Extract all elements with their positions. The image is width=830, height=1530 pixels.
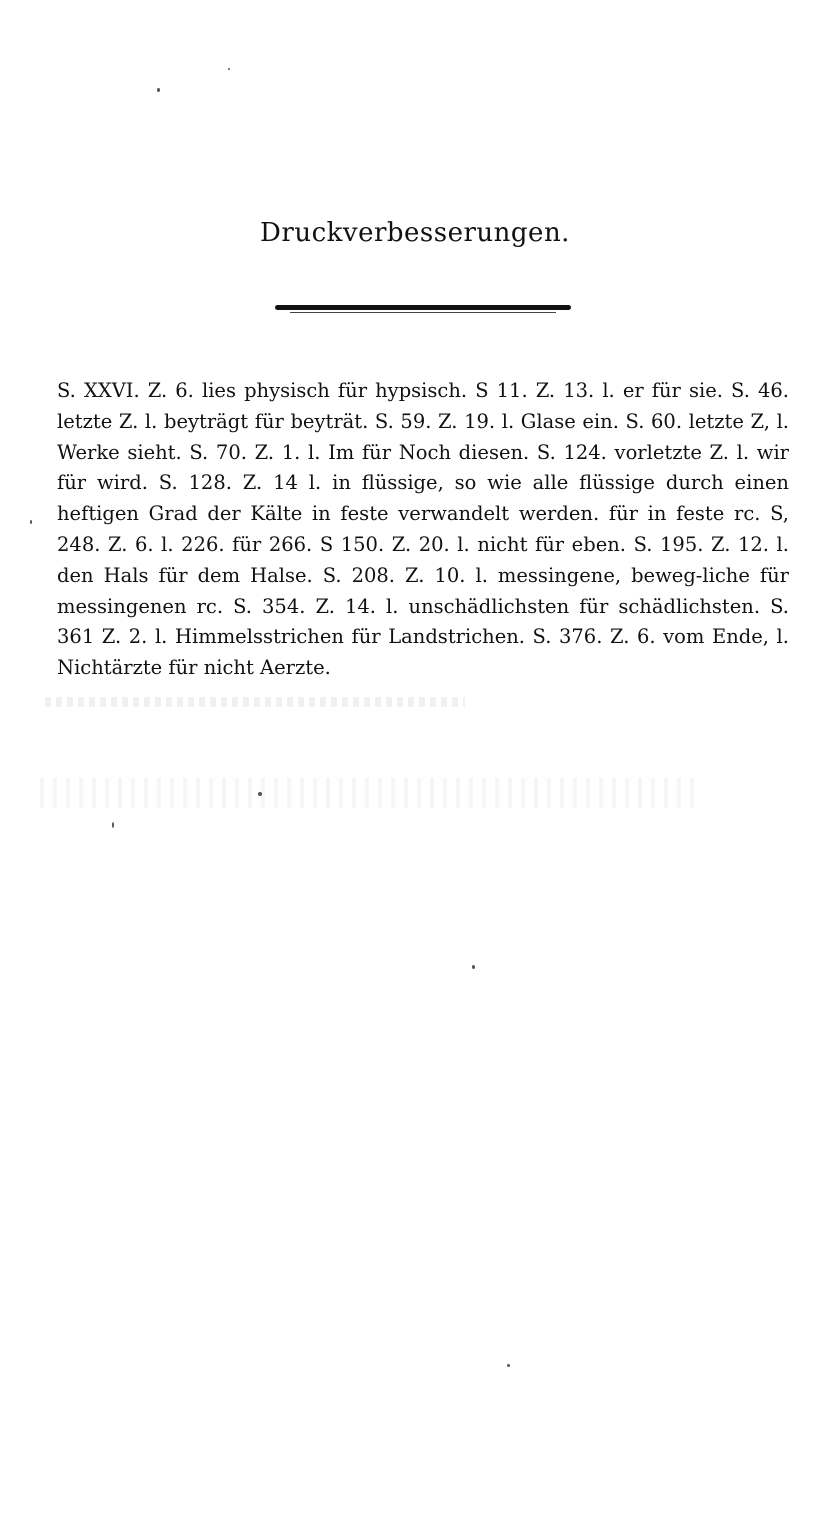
paper-speck <box>157 88 160 92</box>
paper-speck <box>258 792 262 796</box>
paper-speck <box>228 68 230 70</box>
bleed-through-mark <box>45 697 465 707</box>
paper-speck <box>472 965 475 969</box>
errata-paragraph: S. XXVI. Z. 6. lies physisch für hypsisch. S 11. Z. 13. l. er für sie. S. 46. letzte Z. l. beyträgt für beyträt. S. 59. Z. 19. l. Glase ein. S. 60. letzte Z, l. Werke sieht. S. 70. Z. 1. l. Im für Noch diesen. S. 124. vorletzte Z. l. wir für wird. S. 128. Z. 14 l. in flüssige, so wie alle flüssige durch einen heftigen Grad der Kälte in feste verwandelt werden. für in feste rc. S, 248. Z. 6. l. 226. für 266. S 150. Z. 20. l. nicht für eben. S. 195. Z. 12. l. den Hals für dem Halse. S. 208. Z. 10. l. messingene, beweg-liche für messingenen rc. S. 354. Z. 14. l. unschädlichsten für schädlichsten. S. 361 Z. 2. l. Himmelsstrichen für Landstrichen. S. 376. Z. 6. vom Ende, l. Nichtärzte für nicht Aerzte. <box>57 379 789 680</box>
title-divider <box>275 305 571 310</box>
title-divider-underline <box>290 312 556 313</box>
paper-speck <box>507 1364 510 1367</box>
paper-speck <box>112 822 114 828</box>
bleed-through-mark <box>40 778 700 808</box>
paper-speck <box>30 520 32 524</box>
page-title: Druckverbesserungen. <box>260 218 570 248</box>
